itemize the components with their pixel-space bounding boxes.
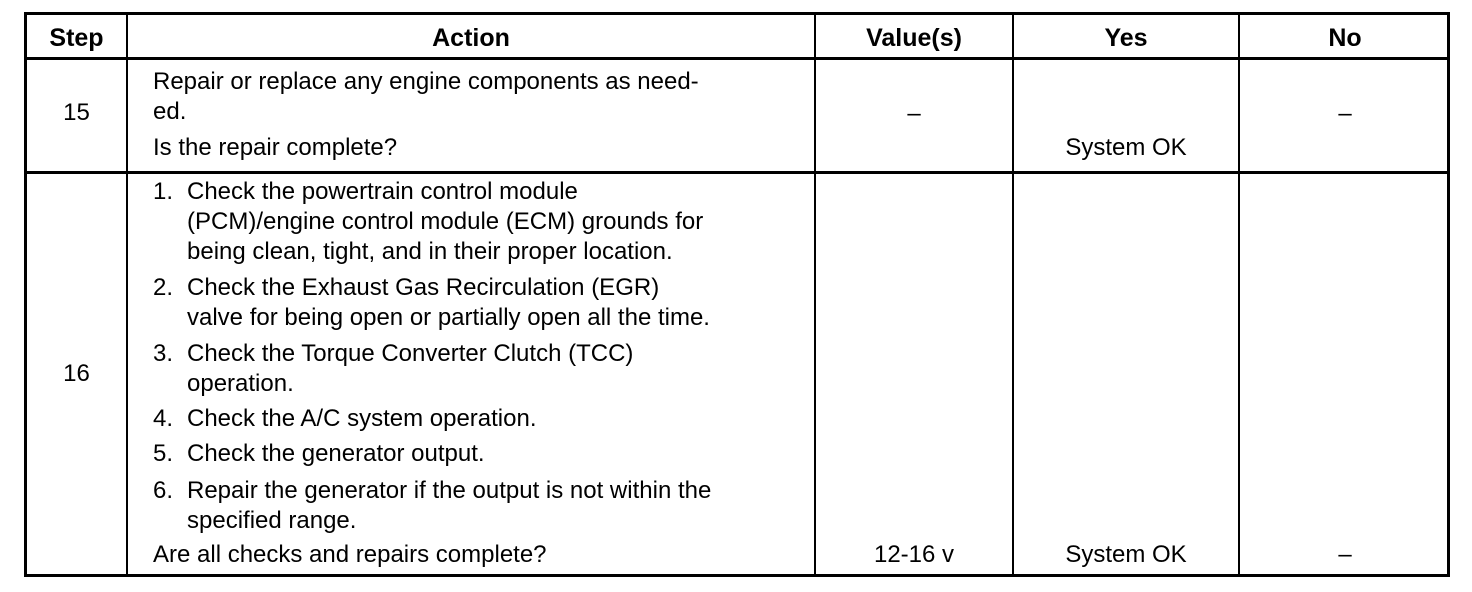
question-text: Is the repair complete? xyxy=(153,134,398,161)
step-number: 16 xyxy=(63,360,90,387)
list-item xyxy=(153,476,813,536)
list-item xyxy=(153,177,813,265)
list-item-number: 5. xyxy=(153,440,174,467)
step-number: 15 xyxy=(63,99,90,126)
header-action: Action xyxy=(432,24,510,52)
column-divider xyxy=(126,15,128,574)
list-item-text: Check the powertrain control module xyxy=(187,178,578,205)
list-item-text: specified range. xyxy=(187,507,357,534)
yes-cell: System OK xyxy=(1065,134,1187,161)
header-yes: Yes xyxy=(1104,24,1148,52)
action-text: ed. xyxy=(153,98,187,125)
list-item-text: (PCM)/engine control module (ECM) grounds for xyxy=(187,208,704,235)
action-text: Repair or replace any engine components as need- xyxy=(153,68,699,95)
header-values: Value(s) xyxy=(866,24,962,52)
header-no: No xyxy=(1328,24,1362,52)
list-item xyxy=(153,439,813,469)
list-item-text: Repair the generator if the output is not within the xyxy=(187,477,712,504)
list-item-number: 3. xyxy=(153,340,174,367)
list-item xyxy=(153,339,813,399)
no-cell: – xyxy=(1338,100,1352,127)
list-item xyxy=(153,404,813,434)
list-item-text: Check the A/C system operation. xyxy=(187,405,537,432)
row-divider xyxy=(27,171,1447,174)
list-item xyxy=(153,273,813,333)
diagnostic-table xyxy=(24,12,1450,577)
value-cell: 12-16 v xyxy=(873,541,955,568)
list-item-number: 6. xyxy=(153,477,174,504)
column-divider xyxy=(1012,15,1014,574)
list-item-number: 2. xyxy=(153,274,174,301)
row-divider xyxy=(27,57,1447,60)
list-item-number: 4. xyxy=(153,405,174,432)
list-item-text: being clean, tight, and in their proper location. xyxy=(187,238,673,265)
list-item-text: operation. xyxy=(187,370,294,397)
list-item-text: valve for being open or partially open all the time. xyxy=(187,304,710,331)
list-item-text: Check the Exhaust Gas Recirculation (EGR) xyxy=(187,274,660,301)
list-item-number: 1. xyxy=(153,178,174,205)
header-step: Step xyxy=(49,24,104,52)
value-cell: – xyxy=(907,100,921,127)
question-text: Are all checks and repairs complete? xyxy=(153,541,547,568)
list-item-text: Check the generator output. xyxy=(187,440,485,467)
no-cell: – xyxy=(1338,541,1352,568)
list-item-text: Check the Torque Converter Clutch (TCC) xyxy=(187,340,634,367)
yes-cell: System OK xyxy=(1065,541,1187,568)
